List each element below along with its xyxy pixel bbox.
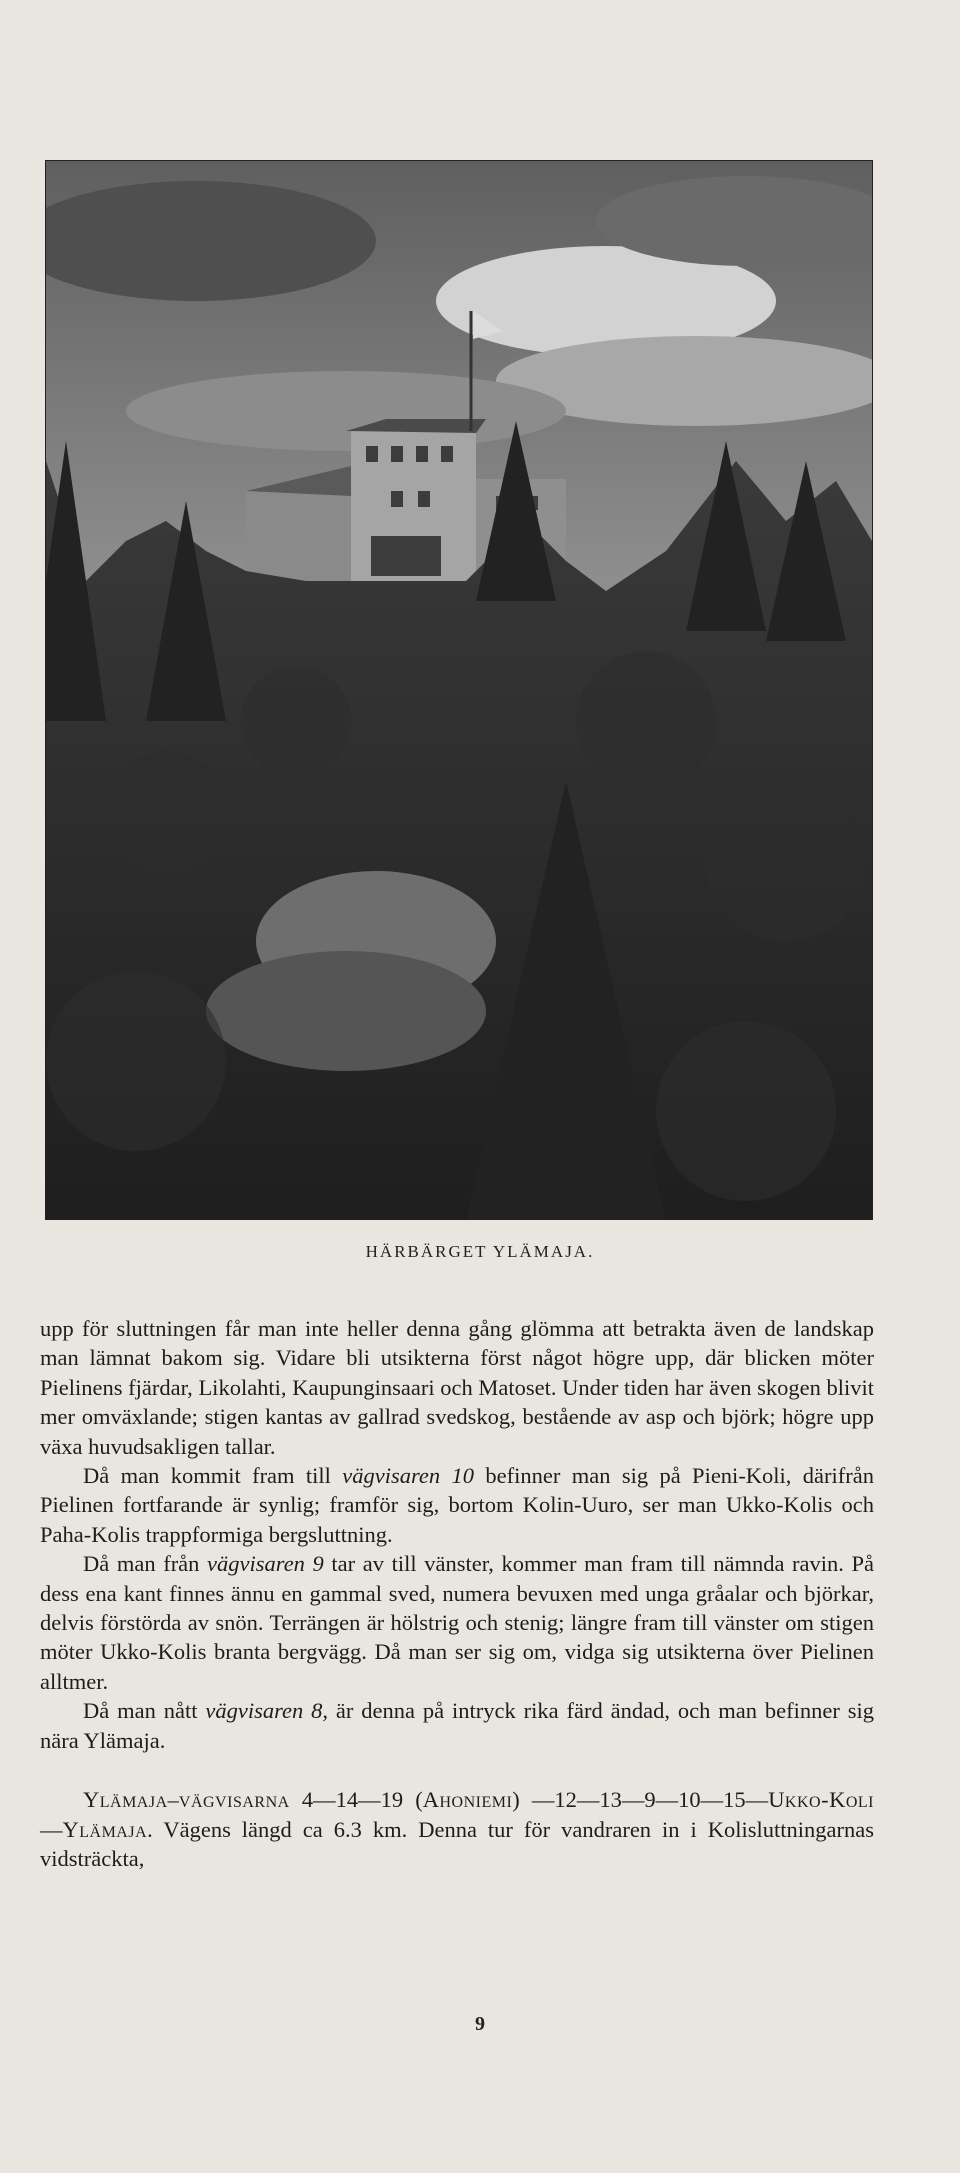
text-run: befinner man sig på Pieni-Koli, därifrån Pielinen fortfarande är synlig; framför sig, bortom Kolin-Uuro, ser man Ukko-Kolis och Paha-Kolis trappformiga bergsluttning.	[40, 1463, 874, 1547]
page-number: 9	[475, 2013, 485, 2035]
signpost-reference: vägvisaren 10	[342, 1463, 475, 1489]
landscape-photo-icon	[46, 161, 872, 1219]
place-name: Ukko-Koli	[768, 1787, 874, 1813]
text-run: tar av till vänster, kommer man fram till nämnda ravin. På dess ena kant finnes ännu en gammal sved, numera bevuxen med unga gråalar och björkar, delvis förstörda av snön. Terrängen är hölstrig och stenig; längre fram till vänster om stigen möter Ukko-Kolis branta bergvägg. Då man ser sig om, vidga sig utsikterna över Pielinen alltmer.	[40, 1551, 875, 1694]
text-run: . Vägens längd ca 6.3 km. Denna tur för vandraren in i Kolisluttningarnas vidsträckta,	[40, 1816, 874, 1871]
hostel-photo	[45, 160, 873, 1220]
signpost-reference: vägvisaren 8,	[205, 1698, 329, 1724]
place-name: Ylämaja	[62, 1816, 148, 1842]
paragraph-3	[40, 1549, 874, 1696]
text-run: ) —12—13—9—10—15—	[512, 1787, 769, 1813]
place-name: Ahoniemi	[422, 1787, 513, 1813]
paragraph-2	[40, 1461, 874, 1549]
text-run: Då man kommit fram till	[83, 1463, 343, 1489]
route-title: vägvisarna	[178, 1787, 290, 1813]
photo-caption: HÄRBÄRGET YLÄMAJA.	[365, 1242, 595, 1261]
route-title: Ylämaja	[83, 1787, 168, 1813]
text-run: —	[40, 1816, 63, 1842]
text-run: 4—14—19 (	[289, 1787, 423, 1813]
paragraph-4	[40, 1696, 874, 1755]
route-description	[40, 1785, 874, 1873]
text-run: –	[167, 1787, 179, 1813]
body-text	[40, 1314, 874, 1873]
signpost-reference: vägvisaren 9	[207, 1551, 324, 1577]
text-run: Då man från	[83, 1551, 208, 1577]
text-run: är denna på intryck rika färd ändad, och man befinner sig nära Ylämaja.	[40, 1698, 874, 1753]
paragraph-1: upp för sluttningen får man inte heller denna gång glömma att betrakta även de landskap man lämnat bakom sig. Vidare bli utsikterna först något högre upp, där blicken möter Pielinens fjärdar, Likolahti, Kaupunginsaari och Matoset. Under tiden har även skogen blivit mer omväxlande; stigen kantas av gallrad svedskog, bestående av asp och björk; högre upp växa huvudsakligen tallar.	[40, 1316, 874, 1459]
text-run: Då man nått	[83, 1698, 206, 1724]
